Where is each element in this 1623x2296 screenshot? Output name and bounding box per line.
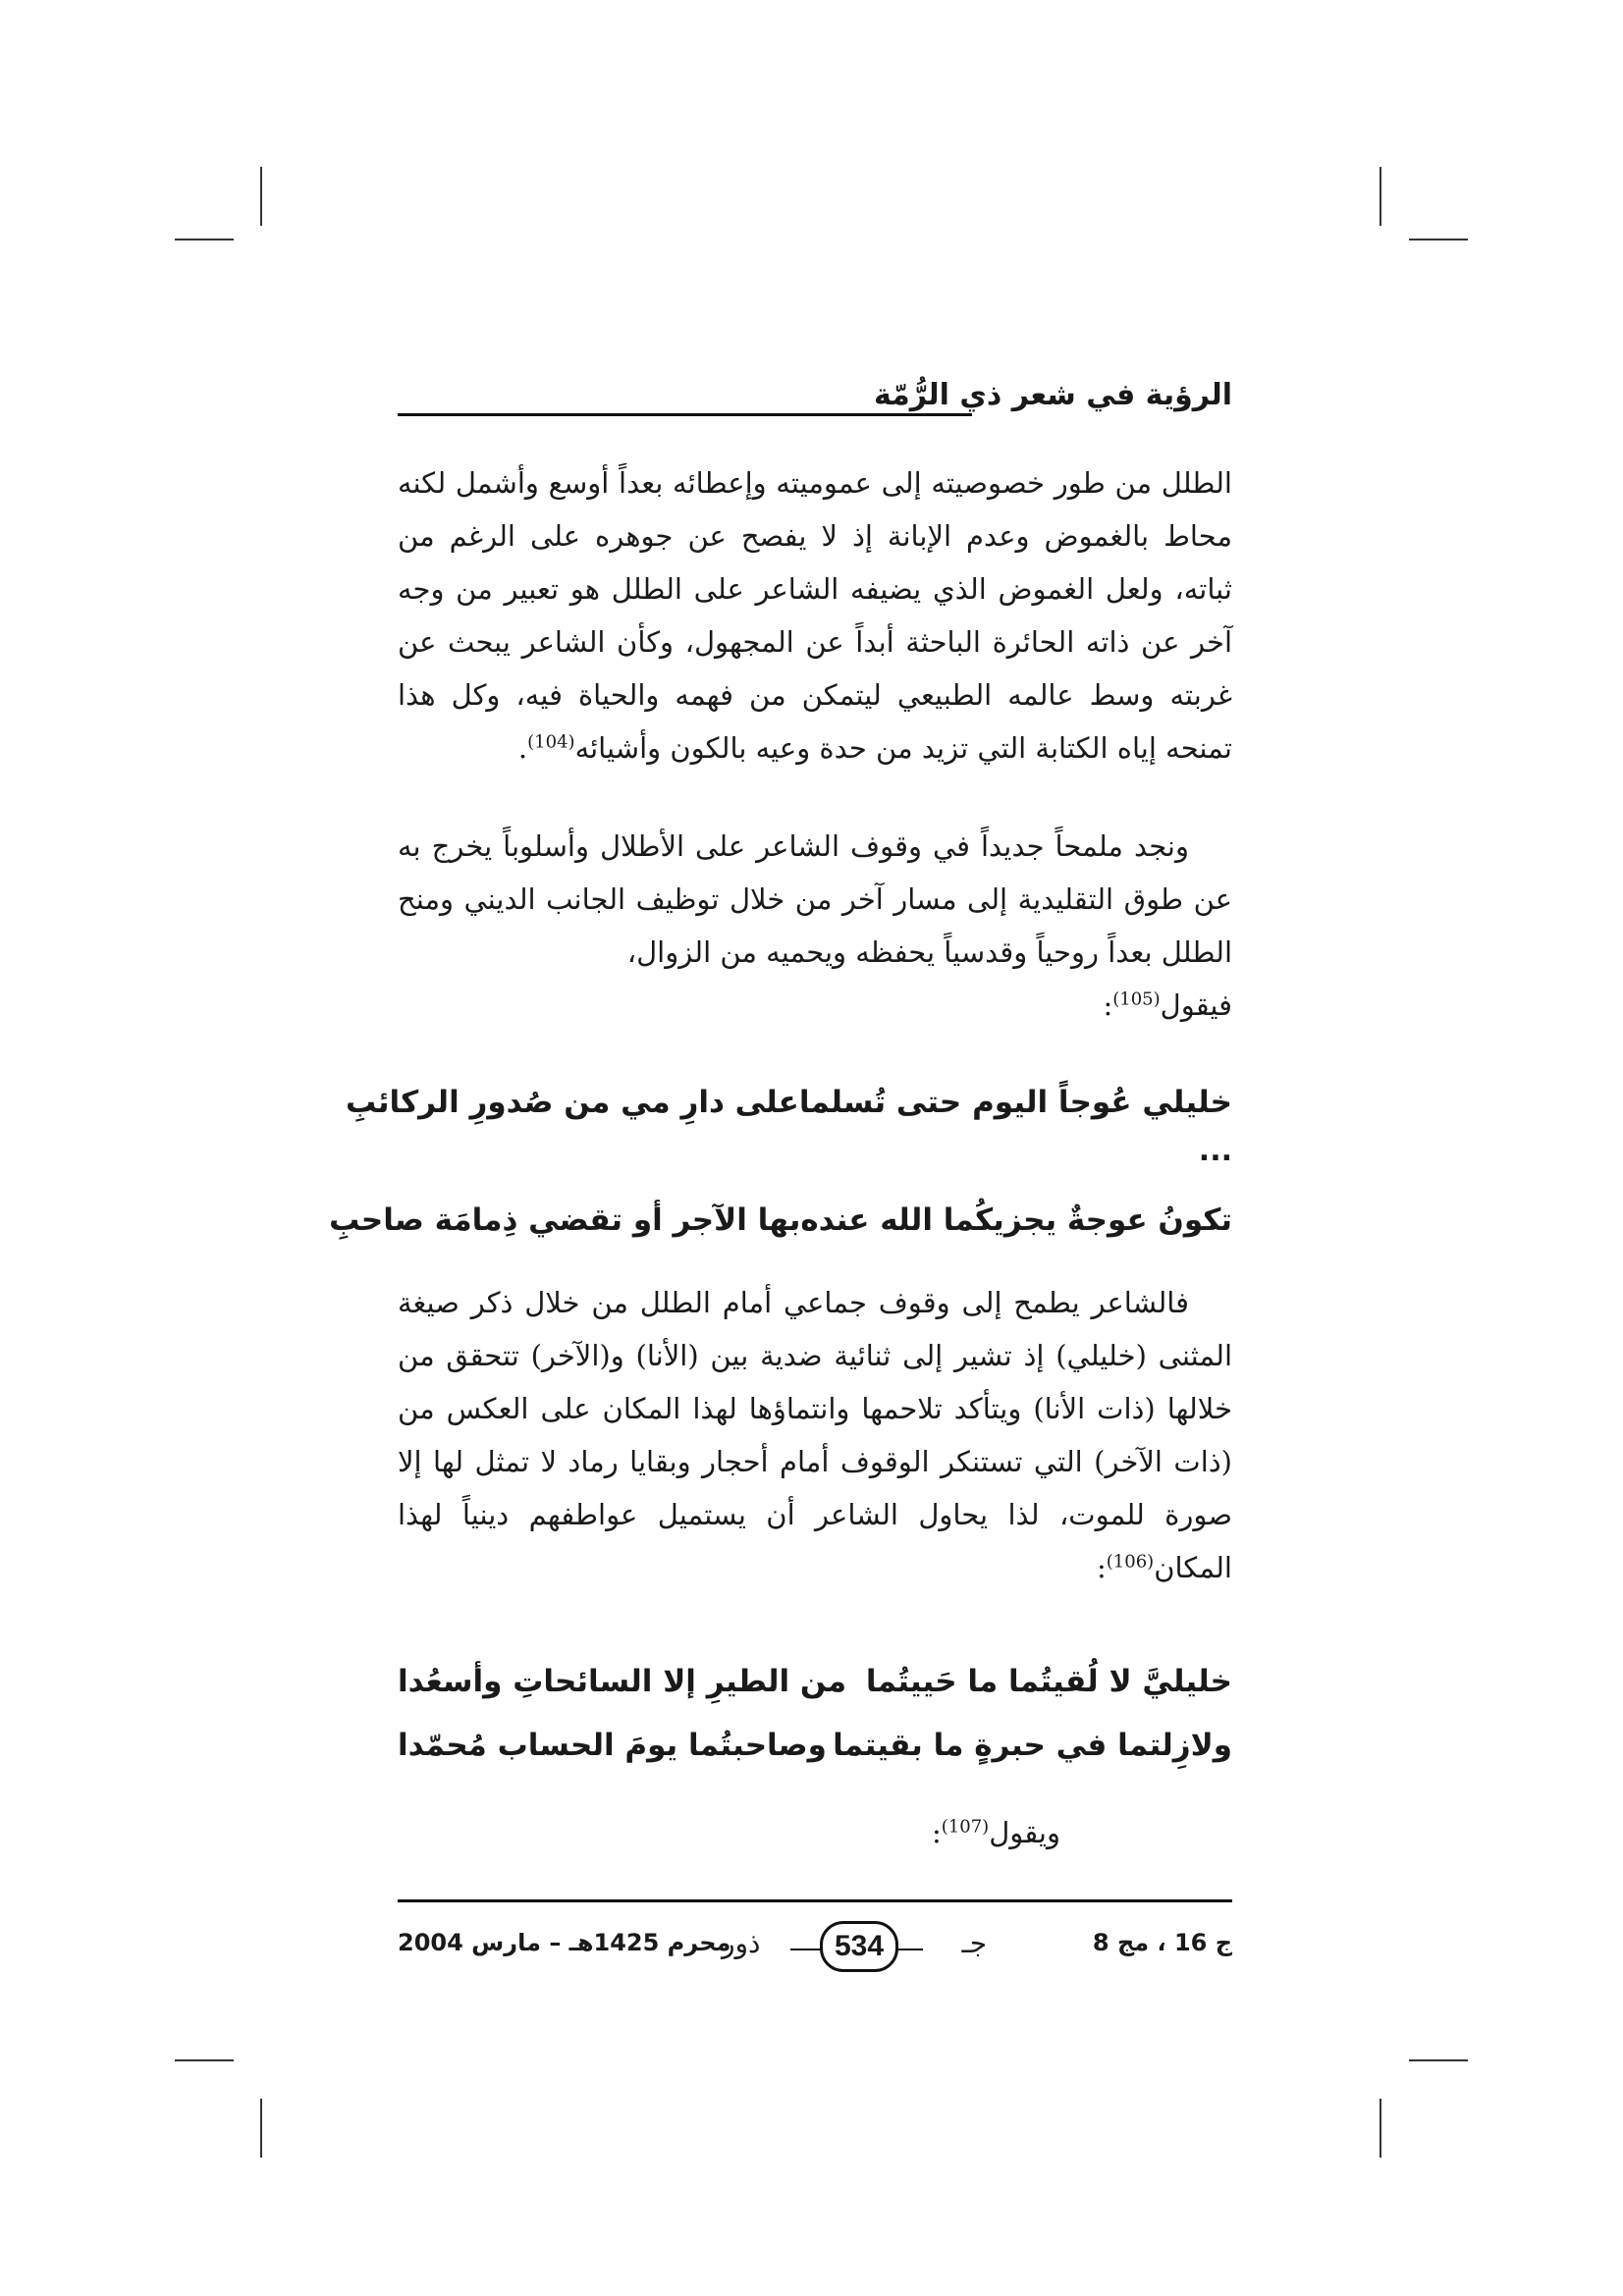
paragraph-3-text: فالشاعر يطمح إلى وقوف جماعي أمام الطلل من خلال ذكر صيغة المثنى (خليلي) إذ تشير إلى ثنائية ضدية بين (الأنا) و(الآخر) تتحقق من خلالها (ذات الأنا) ويتأكد تلاحمها وانتماؤها لهذا المكان على العكس من (ذات الآخر) التي تستنكر الوقوف أمام أحجار وبقايا رماد لا تمثل لها إلا صورة للموت، لذا يحاول الشاعر أن يستميل عواطفهم دينياً لهذا المكان — [398, 1286, 1232, 1584]
quote-intro: فيقول — [1160, 988, 1232, 1022]
paragraph-2: ونجد ملمحاً جديداً في وقوف الشاعر على الأطلال وأسلوباً يخرج به عن طوق التقليدية إلى مسار آخر من خلال توظيف الجانب الديني ومنح الطلل بعداً روحياً وقدسياً يحفظه ويحميه من الزوال، فيقول$^{(105)}$: — [398, 820, 1232, 1032]
issue-info: ج 16 ، مج 8 — [1092, 1929, 1232, 1956]
header-rule — [398, 413, 972, 416]
footnote-ref-105: (105) — [1112, 988, 1161, 1010]
page-number: 534 — [820, 1921, 898, 1972]
issue-date: محرم 1425هـ – مارس 2004 — [398, 1929, 731, 1956]
journal-word-left: ذور — [722, 1927, 761, 1959]
crop-mark — [1409, 2059, 1468, 2061]
page-footer — [398, 1919, 1232, 1978]
journal-mark — [722, 1919, 987, 1974]
paragraph-3: فالشاعر يطمح إلى وقوف جماعي أمام الطلل من خلال ذكر صيغة المثنى (خليلي) إذ تشير إلى ثنائية ضدية بين (الأنا) و(الآخر) تتحقق من خلالها (ذات الأنا) ويتأكد تلاحمها وانتماؤها لهذا المكان على العكس من (ذات الآخر) التي تستنكر الوقوف أمام أحجار وبقايا رماد لا تمثل لها إلا صورة للموت، لذا يحاول الشاعر أن يستميل عواطفهم دينياً لهذا المكان$^{(106)}$: — [398, 1286, 1232, 1584]
footnote-ref-106: (106) — [1106, 1551, 1155, 1573]
verse-hemistich-first: تكونُ عوجةٌ يجزيكُما الله عنده — [800, 1202, 1232, 1238]
verse-hemistich-second: بها الآجر أو تقضي ذِمامَة صاحبِ — [329, 1202, 801, 1238]
verse-line — [346, 1075, 1232, 1130]
quote-intro-block: ويقول$^{(107)}$: — [931, 1816, 1060, 1849]
verse-hemistich-first: خليليَّ لا لُقيتُما ما حَييتُما — [865, 1664, 1232, 1699]
crop-mark — [1409, 239, 1468, 240]
verse-line — [329, 1193, 1232, 1248]
verse-line — [398, 1718, 1232, 1773]
verse-line — [398, 1654, 1232, 1709]
crop-mark — [1380, 2099, 1381, 2158]
crop-mark — [260, 2099, 262, 2158]
paragraph-1: الطلل من طور خصوصيته إلى عموميته وإعطائه بعداً أوسع وأشمل لكنه محاط بالغموض وعدم الإبانة إذ لا يفصح عن جوهره على الرغم من ثباته، ولعل الغموض الذي يضيفه الشاعر على الطلل هو تعبير من وجه آخر عن ذاته الحائرة الباحثة أبداً عن المجهول، وكأن الشاعر يبحث عن غربته وسط عالمه الطبيعي ليتمكن من فهمه والحياة فيه، وكل هذا تمنحه إياه الكتابة التي تزيد من حدة وعيه بالكون وأشيائه$^{(104)}$. — [398, 466, 1232, 765]
running-header — [398, 378, 1232, 427]
verse-hemistich-second: من الطيرِ إلا السائحاتِ وأسعُدا — [398, 1664, 847, 1699]
crop-mark — [1380, 167, 1381, 226]
verse-hemistich-first: خليلي عُوجاً اليوم حتى تُسلما — [798, 1085, 1232, 1120]
quote-intro: ويقول — [989, 1816, 1060, 1849]
crop-mark — [175, 239, 234, 240]
footnote-ref-104: (104) — [527, 731, 575, 753]
crop-mark — [260, 167, 262, 226]
paragraph-1-text: الطلل من طور خصوصيته إلى عموميته وإعطائه بعداً أوسع وأشمل لكنه محاط بالغموض وعدم الإبانة إذ لا يفصح عن جوهره على الرغم من ثباته، ولعل الغموض الذي يضيفه الشاعر على الطلل هو تعبير من وجه آخر عن ذاته الحائرة الباحثة أبداً عن المجهول، وكأن الشاعر يبحث عن غربته وسط عالمه الطبيعي ليتمكن من فهمه والحياة فيه، وكل هذا تمنحه إياه الكتابة التي تزيد من حدة وعيه بالكون وأشيائه — [398, 466, 1232, 765]
journal-word-right: جـ — [961, 1927, 987, 1959]
header-title: الرؤية في شعر ذي الرُّمّة — [873, 378, 1232, 412]
footnote-ref-107: (107) — [941, 1816, 990, 1838]
verse-hemistich-first: ولازِلتما في حبرةٍ ما بقيتما — [833, 1728, 1232, 1763]
verse-hemistich-second: وصاحبتُما يومَ الحساب مُحمّدا — [398, 1728, 827, 1763]
document-page — [329, 358, 1232, 1962]
paragraph-2-text: ونجد ملمحاً جديداً في وقوف الشاعر على الأطلال وأسلوباً يخرج به عن طوق التقليدية إلى مسار آخر من خلال توظيف الجانب الديني ومنح الطلل بعداً روحياً وقدسياً يحفظه ويحميه من الزوال، — [398, 829, 1232, 969]
verse-ellipsis: ... — [1198, 1134, 1232, 1168]
verse-hemistich-second: على دارِ مي من صُدورِ الركائبِ — [346, 1085, 799, 1120]
crop-mark — [175, 2059, 234, 2061]
footer-rule — [398, 1899, 1232, 1902]
